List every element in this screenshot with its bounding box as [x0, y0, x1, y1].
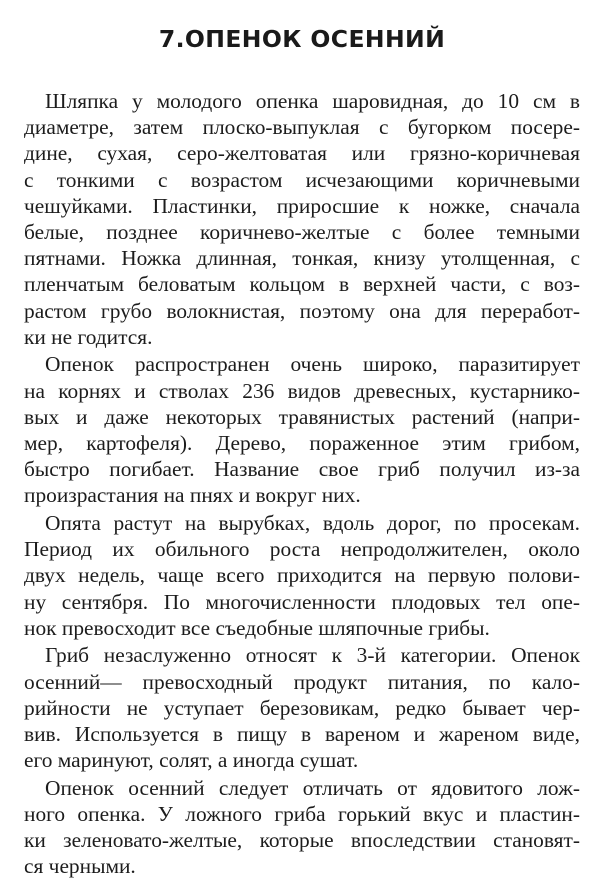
text-line: двух недель, чаще всего приходится на первую полови-	[24, 563, 580, 588]
page-title: 7.ОПЕНОК ОСЕННИЙ	[158, 25, 446, 53]
text-line: Опята растут на вырубках, вдоль дорог, по просекам.	[45, 511, 580, 535]
text-line: ки зеленовато-желтые, которые впоследствии становят-	[24, 828, 580, 853]
paragraph-3	[24, 510, 580, 641]
text-line: пленчатым беловатым кольцом в верхней части, с воз-	[24, 272, 580, 297]
text-line: растом грубо волокнистая, поэтому она для переработ-	[24, 298, 580, 323]
text-line: мер, картофеля). Дерево, пораженное этим грибом,	[24, 430, 580, 455]
text-line: Опенок распространен очень широко, паразитирует	[45, 352, 580, 377]
text-line: вых и даже некоторых травянистых растений (напри-	[24, 404, 580, 429]
text-line: вив. Используется в пищу в вареном и жареном виде,	[24, 722, 580, 746]
text-line: на корнях и стволах 236 видов древесных, кустарнико-	[24, 378, 580, 403]
text-line: с тонкими с возрастом исчезающими коричневыми	[24, 167, 580, 192]
text-line: Период их обильного роста непродолжителен, около	[24, 537, 580, 562]
text-line: пятнами. Ножка длинная, тонкая, книзу утолщенная, с	[24, 246, 580, 271]
paragraph-4	[24, 642, 580, 773]
text-line: ну сентября. По многочисленности плодовых тел опе-	[24, 589, 580, 614]
text-line: произрастания на пнях и вокруг них.	[24, 483, 361, 508]
text-line: ного опенка. У ложного гриба горький вкус и пластин-	[24, 802, 580, 827]
article-body	[24, 88, 580, 880]
text-line: чешуйками. Пластинки, приросшие к ножке, сначала	[24, 193, 580, 218]
text-line: Опенок осенний следует отличать от ядовитого лож-	[45, 775, 580, 800]
text-line: диаметре, затем плоско-выпуклая с бугорком посере-	[24, 115, 580, 140]
paragraph-1	[24, 88, 580, 350]
text-line: ся черными.	[24, 854, 136, 879]
paragraph-2	[24, 351, 580, 508]
text-line: быстро погибает. Название свое гриб получил из-за	[24, 457, 580, 482]
paragraph-5	[24, 775, 580, 880]
text-line: ки не годится.	[24, 324, 153, 349]
text-line: дине, сухая, серо-желтоватая или грязно-коричневая	[24, 141, 580, 166]
text-line: его маринуют, солят, а иногда сушат.	[24, 748, 359, 773]
page	[24, 0, 580, 881]
text-line: Шляпка у молодого опенка шаровидная, до 10 см в	[45, 89, 580, 113]
text-line: рийности не уступает березовикам, редко бывает чер-	[24, 695, 580, 720]
text-line: нок превосходит все съедобные шляпочные грибы.	[24, 615, 490, 640]
text-line: Гриб незаслуженно относят к 3-й категории. Опенок	[45, 643, 580, 668]
text-line: белые, позднее коричнево-желтые с более темными	[24, 219, 580, 244]
text-line: осенний— превосходный продукт питания, по кало-	[24, 669, 580, 694]
